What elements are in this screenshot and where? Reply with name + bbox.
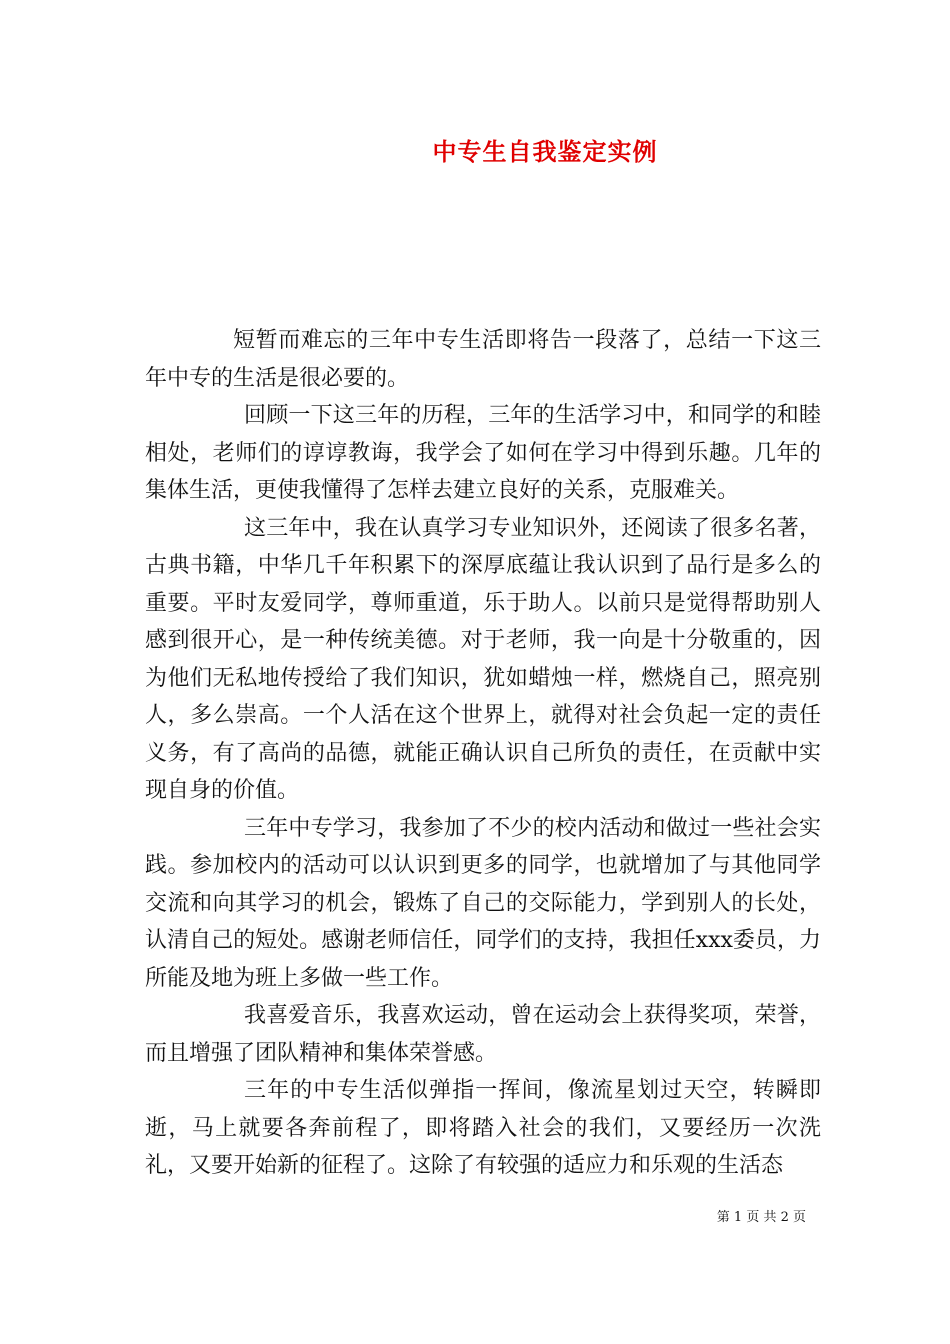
paragraph-conclusion: 三年的中专生活似弹指一挥间，像流星划过天空，转瞬即逝，马上就要各奔前程了，即将踏入社会的我们，又要经历一次洗礼，又要开始新的征程了。这除了有较强的适应力和乐观的生活态 — [145, 1078, 821, 1178]
document-body — [145, 322, 821, 1185]
paragraph-review: 回顾一下这三年的历程，三年的生活学习中，和同学的和睦相处，老师们的谆谆教诲，我学会了如何在学习中得到乐趣。几年的集体生活，更使我懂得了怎样去建立良好的关系，克服难关。 — [145, 403, 821, 503]
paragraph-hobbies: 我喜爱音乐，我喜欢运动，曾在运动会上获得奖项，荣誉，而且增强了团队精神和集体荣誉感。 — [145, 1003, 821, 1066]
page-footer: 第 1 页 共 2 页 — [716, 1210, 806, 1225]
paragraph-study-and-character: 这三年中，我在认真学习专业知识外，还阅读了很多名著，古典书籍，中华几千年积累下的深厚底蕴让我认识到了品行是多么的重要。平时友爱同学，尊师重道，乐于助人。以前只是觉得帮助别人感到很开心，是一种传统美德。对于老师，我一向是十分敬重的，因为他们无私地传授给了我们知识，犹如蜡烛一样，燃烧自己，照亮别人，多么崇高。一个人活在这个世界上，就得对社会负起一定的责任义务，有了高尚的品德，就能正确认识自己所负的责任，在贡献中实现自身的价值。 — [145, 515, 821, 803]
document-title: 中专生自我鉴定实例 — [432, 137, 658, 166]
paragraph-intro: 短暂而难忘的三年中专生活即将告一段落了，总结一下这三年中专的生活是很必要的。 — [145, 328, 821, 391]
paragraph-activities: 三年中专学习，我参加了不少的校内活动和做过一些社会实践。参加校内的活动可以认识到更多的同学，也就增加了与其他同学交流和向其学习的机会，锻炼了自己的交际能力，学到别人的长处，认清自己的短处。感谢老师信任，同学们的支持，我担任xxx委员，力所能及地为班上多做一些工作。 — [145, 815, 821, 991]
